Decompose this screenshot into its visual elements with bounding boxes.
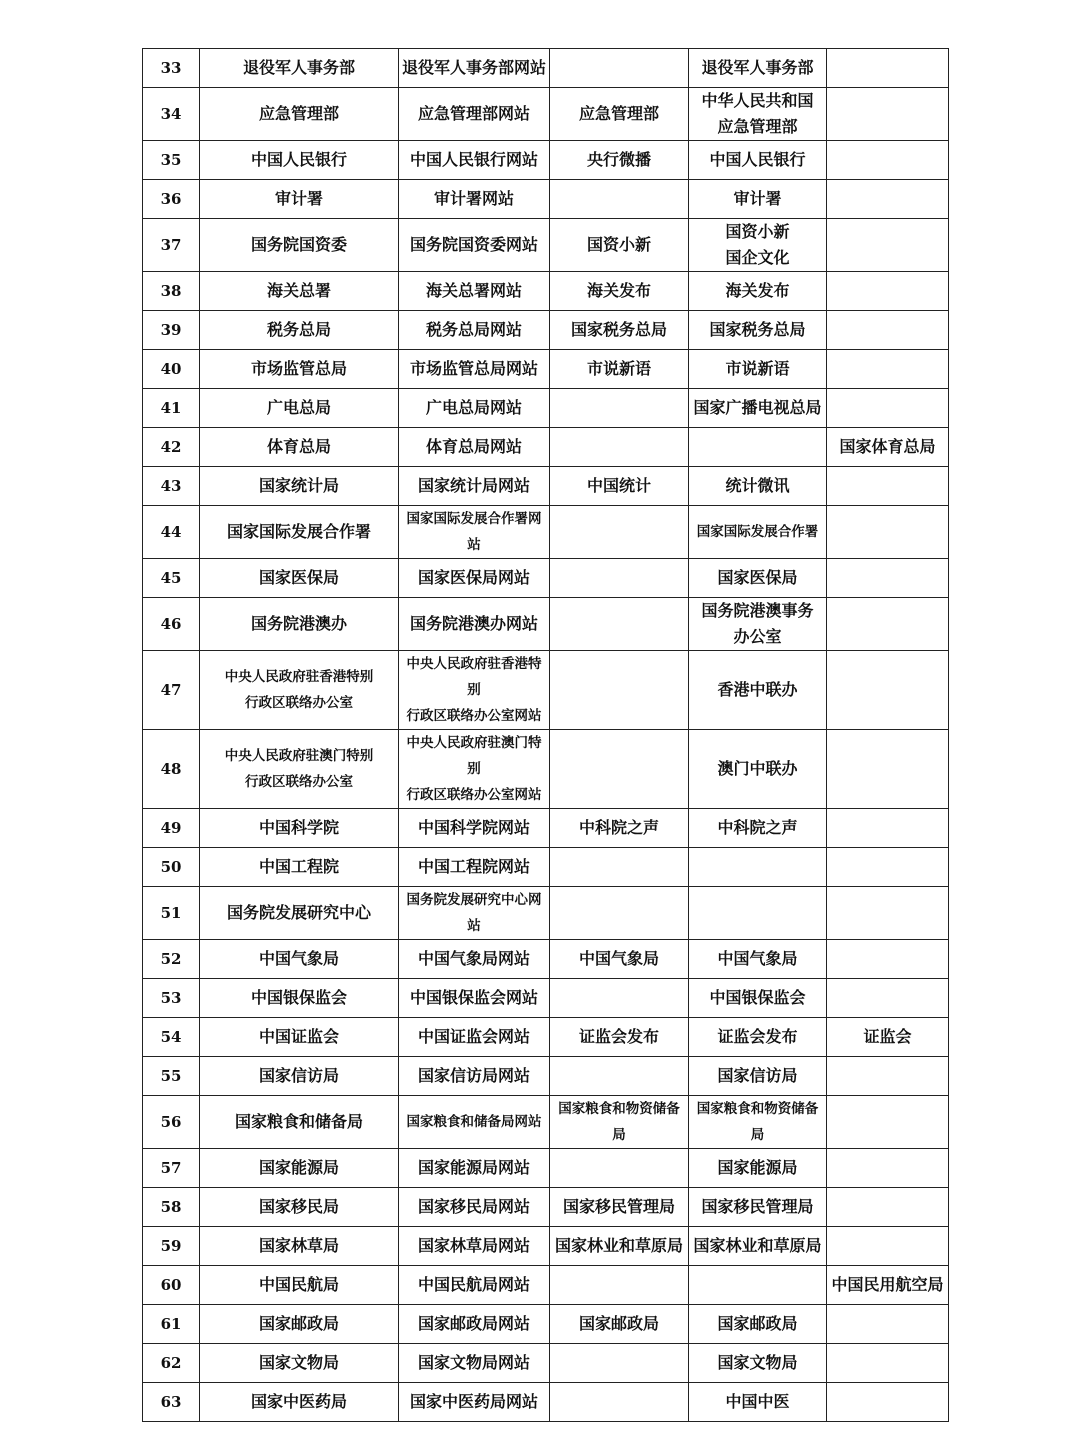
- agency-name-cell: 国务院港澳办: [200, 598, 399, 651]
- weibo-account-cell: [550, 49, 689, 88]
- agency-name-cell: 中国银保监会: [200, 979, 399, 1018]
- other-account-cell: [827, 180, 949, 219]
- row-number-cell: 38: [143, 272, 200, 311]
- agency-name-cell: 国家医保局: [200, 559, 399, 598]
- table-row: [143, 141, 949, 180]
- weibo-account-cell: 国家邮政局: [550, 1305, 689, 1344]
- wechat-account-cell: 国家能源局: [689, 1149, 827, 1188]
- agency-name-cell: 国家文物局: [200, 1344, 399, 1383]
- website-cell: 广电总局网站: [399, 389, 550, 428]
- wechat-account-cell: 国家粮食和物资储备局: [689, 1096, 827, 1149]
- other-account-cell: [827, 1149, 949, 1188]
- row-number-cell: 33: [143, 49, 200, 88]
- agency-name-cell: 市场监管总局: [200, 350, 399, 389]
- other-account-cell: [827, 598, 949, 651]
- other-account-cell: [827, 979, 949, 1018]
- row-number-cell: 41: [143, 389, 200, 428]
- table-row: [143, 506, 949, 559]
- row-number-cell: 59: [143, 1227, 200, 1266]
- wechat-account-cell: 中国中医: [689, 1383, 827, 1422]
- table-row: [143, 350, 949, 389]
- website-cell: 中央人民政府驻澳门特别 行政区联络办公室网站: [399, 730, 550, 809]
- other-account-cell: [827, 1383, 949, 1422]
- website-cell: 国家国际发展合作署网站: [399, 506, 550, 559]
- wechat-account-cell: 海关发布: [689, 272, 827, 311]
- agency-name-cell: 国家林草局: [200, 1227, 399, 1266]
- website-cell: 国务院发展研究中心网站: [399, 887, 550, 940]
- wechat-account-cell: [689, 1266, 827, 1305]
- row-number-cell: 48: [143, 730, 200, 809]
- website-cell: 国家医保局网站: [399, 559, 550, 598]
- weibo-account-cell: [550, 1344, 689, 1383]
- table-row: [143, 49, 949, 88]
- table-row: [143, 428, 949, 467]
- other-account-cell: [827, 651, 949, 730]
- table-row: [143, 809, 949, 848]
- row-number-cell: 57: [143, 1149, 200, 1188]
- website-cell: 国家文物局网站: [399, 1344, 550, 1383]
- wechat-account-cell: 国家林业和草原局: [689, 1227, 827, 1266]
- website-cell: 中国气象局网站: [399, 940, 550, 979]
- row-number-cell: 39: [143, 311, 200, 350]
- website-cell: 国务院国资委网站: [399, 219, 550, 272]
- table-row: [143, 1227, 949, 1266]
- agency-name-cell: 国家邮政局: [200, 1305, 399, 1344]
- table-row: [143, 1305, 949, 1344]
- row-number-cell: 61: [143, 1305, 200, 1344]
- website-cell: 市场监管总局网站: [399, 350, 550, 389]
- row-number-cell: 63: [143, 1383, 200, 1422]
- agency-name-cell: 中国气象局: [200, 940, 399, 979]
- other-account-cell: 证监会: [827, 1018, 949, 1057]
- row-number-cell: 56: [143, 1096, 200, 1149]
- table-row: [143, 598, 949, 651]
- agency-name-cell: 国家移民局: [200, 1188, 399, 1227]
- table-row: [143, 940, 949, 979]
- row-number-cell: 40: [143, 350, 200, 389]
- other-account-cell: [827, 350, 949, 389]
- agency-name-cell: 国家粮食和储备局: [200, 1096, 399, 1149]
- website-cell: 国家统计局网站: [399, 467, 550, 506]
- wechat-account-cell: 中国银保监会: [689, 979, 827, 1018]
- wechat-account-cell: 国家文物局: [689, 1344, 827, 1383]
- weibo-account-cell: [550, 848, 689, 887]
- other-account-cell: [827, 311, 949, 350]
- website-cell: 中国人民银行网站: [399, 141, 550, 180]
- weibo-account-cell: [550, 598, 689, 651]
- website-cell: 体育总局网站: [399, 428, 550, 467]
- wechat-account-cell: 统计微讯: [689, 467, 827, 506]
- other-account-cell: [827, 389, 949, 428]
- other-account-cell: [827, 272, 949, 311]
- website-cell: 国家能源局网站: [399, 1149, 550, 1188]
- table-row: [143, 88, 949, 141]
- website-cell: 中国证监会网站: [399, 1018, 550, 1057]
- wechat-account-cell: 审计署: [689, 180, 827, 219]
- wechat-account-cell: [689, 428, 827, 467]
- wechat-account-cell: 国家移民管理局: [689, 1188, 827, 1227]
- wechat-account-cell: 证监会发布: [689, 1018, 827, 1057]
- other-account-cell: [827, 1344, 949, 1383]
- agency-name-cell: 国家统计局: [200, 467, 399, 506]
- weibo-account-cell: [550, 428, 689, 467]
- other-account-cell: [827, 467, 949, 506]
- row-number-cell: 50: [143, 848, 200, 887]
- agency-name-cell: 中国证监会: [200, 1018, 399, 1057]
- table-row: [143, 730, 949, 809]
- agency-name-cell: 国家信访局: [200, 1057, 399, 1096]
- weibo-account-cell: [550, 1266, 689, 1305]
- weibo-account-cell: [550, 1057, 689, 1096]
- weibo-account-cell: 国家税务总局: [550, 311, 689, 350]
- weibo-account-cell: [550, 506, 689, 559]
- agency-name-cell: 国务院发展研究中心: [200, 887, 399, 940]
- wechat-account-cell: [689, 887, 827, 940]
- agency-name-cell: 国家国际发展合作署: [200, 506, 399, 559]
- document-table-container: [142, 48, 948, 1422]
- row-number-cell: 55: [143, 1057, 200, 1096]
- other-account-cell: 中国民用航空局: [827, 1266, 949, 1305]
- agency-accounts-table: [142, 48, 949, 1422]
- row-number-cell: 43: [143, 467, 200, 506]
- website-cell: 国务院港澳办网站: [399, 598, 550, 651]
- agency-name-cell: 税务总局: [200, 311, 399, 350]
- wechat-account-cell: 国家国际发展合作署: [689, 506, 827, 559]
- other-account-cell: [827, 887, 949, 940]
- row-number-cell: 54: [143, 1018, 200, 1057]
- website-cell: 中央人民政府驻香港特别 行政区联络办公室网站: [399, 651, 550, 730]
- row-number-cell: 44: [143, 506, 200, 559]
- agency-name-cell: 中国科学院: [200, 809, 399, 848]
- wechat-account-cell: 中华人民共和国 应急管理部: [689, 88, 827, 141]
- wechat-account-cell: 国务院港澳事务 办公室: [689, 598, 827, 651]
- website-cell: 中国工程院网站: [399, 848, 550, 887]
- other-account-cell: [827, 559, 949, 598]
- agency-name-cell: 国家中医药局: [200, 1383, 399, 1422]
- table-row: [143, 559, 949, 598]
- table-row: [143, 272, 949, 311]
- agency-name-cell: 海关总署: [200, 272, 399, 311]
- wechat-account-cell: 国家信访局: [689, 1057, 827, 1096]
- agency-name-cell: 审计署: [200, 180, 399, 219]
- wechat-account-cell: 中国气象局: [689, 940, 827, 979]
- weibo-account-cell: 中科院之声: [550, 809, 689, 848]
- row-number-cell: 34: [143, 88, 200, 141]
- weibo-account-cell: [550, 1383, 689, 1422]
- row-number-cell: 62: [143, 1344, 200, 1383]
- other-account-cell: [827, 1096, 949, 1149]
- other-account-cell: [827, 1305, 949, 1344]
- table-row: [143, 887, 949, 940]
- table-row: [143, 180, 949, 219]
- row-number-cell: 35: [143, 141, 200, 180]
- website-cell: 海关总署网站: [399, 272, 550, 311]
- table-row: [143, 311, 949, 350]
- agency-name-cell: 应急管理部: [200, 88, 399, 141]
- table-body: [143, 49, 949, 1422]
- row-number-cell: 45: [143, 559, 200, 598]
- weibo-account-cell: [550, 887, 689, 940]
- other-account-cell: [827, 1227, 949, 1266]
- table-row: [143, 1149, 949, 1188]
- other-account-cell: [827, 506, 949, 559]
- row-number-cell: 53: [143, 979, 200, 1018]
- wechat-account-cell: 国家邮政局: [689, 1305, 827, 1344]
- website-cell: 国家邮政局网站: [399, 1305, 550, 1344]
- website-cell: 审计署网站: [399, 180, 550, 219]
- table-row: [143, 467, 949, 506]
- table-row: [143, 1344, 949, 1383]
- other-account-cell: [827, 141, 949, 180]
- agency-name-cell: 中国人民银行: [200, 141, 399, 180]
- other-account-cell: [827, 1057, 949, 1096]
- weibo-account-cell: 国家粮食和物资储备局: [550, 1096, 689, 1149]
- table-row: [143, 389, 949, 428]
- website-cell: 中国银保监会网站: [399, 979, 550, 1018]
- row-number-cell: 46: [143, 598, 200, 651]
- table-row: [143, 1057, 949, 1096]
- other-account-cell: [827, 1188, 949, 1227]
- row-number-cell: 58: [143, 1188, 200, 1227]
- row-number-cell: 36: [143, 180, 200, 219]
- weibo-account-cell: 证监会发布: [550, 1018, 689, 1057]
- weibo-account-cell: 应急管理部: [550, 88, 689, 141]
- other-account-cell: [827, 219, 949, 272]
- agency-name-cell: 中央人民政府驻香港特别 行政区联络办公室: [200, 651, 399, 730]
- table-row: [143, 219, 949, 272]
- weibo-account-cell: 市说新语: [550, 350, 689, 389]
- other-account-cell: [827, 88, 949, 141]
- agency-name-cell: 中央人民政府驻澳门特别 行政区联络办公室: [200, 730, 399, 809]
- other-account-cell: 国家体育总局: [827, 428, 949, 467]
- table-row: [143, 1188, 949, 1227]
- table-row: [143, 1266, 949, 1305]
- weibo-account-cell: [550, 651, 689, 730]
- wechat-account-cell: 中科院之声: [689, 809, 827, 848]
- table-row: [143, 651, 949, 730]
- other-account-cell: [827, 848, 949, 887]
- agency-name-cell: 国务院国资委: [200, 219, 399, 272]
- weibo-account-cell: 国资小新: [550, 219, 689, 272]
- weibo-account-cell: 央行微播: [550, 141, 689, 180]
- weibo-account-cell: 中国统计: [550, 467, 689, 506]
- weibo-account-cell: 海关发布: [550, 272, 689, 311]
- wechat-account-cell: 退役军人事务部: [689, 49, 827, 88]
- agency-name-cell: 中国民航局: [200, 1266, 399, 1305]
- wechat-account-cell: 国资小新 国企文化: [689, 219, 827, 272]
- wechat-account-cell: 澳门中联办: [689, 730, 827, 809]
- website-cell: 国家移民局网站: [399, 1188, 550, 1227]
- wechat-account-cell: [689, 848, 827, 887]
- website-cell: 国家粮食和储备局网站: [399, 1096, 550, 1149]
- other-account-cell: [827, 730, 949, 809]
- weibo-account-cell: [550, 1149, 689, 1188]
- weibo-account-cell: [550, 180, 689, 219]
- other-account-cell: [827, 940, 949, 979]
- website-cell: 国家中医药局网站: [399, 1383, 550, 1422]
- weibo-account-cell: [550, 389, 689, 428]
- wechat-account-cell: 中国人民银行: [689, 141, 827, 180]
- website-cell: 国家林草局网站: [399, 1227, 550, 1266]
- agency-name-cell: 国家能源局: [200, 1149, 399, 1188]
- wechat-account-cell: 国家广播电视总局: [689, 389, 827, 428]
- weibo-account-cell: [550, 979, 689, 1018]
- table-row: [143, 979, 949, 1018]
- other-account-cell: [827, 809, 949, 848]
- row-number-cell: 51: [143, 887, 200, 940]
- wechat-account-cell: 香港中联办: [689, 651, 827, 730]
- weibo-account-cell: 国家林业和草原局: [550, 1227, 689, 1266]
- website-cell: 中国科学院网站: [399, 809, 550, 848]
- other-account-cell: [827, 49, 949, 88]
- table-row: [143, 848, 949, 887]
- row-number-cell: 47: [143, 651, 200, 730]
- website-cell: 退役军人事务部网站: [399, 49, 550, 88]
- website-cell: 国家信访局网站: [399, 1057, 550, 1096]
- row-number-cell: 60: [143, 1266, 200, 1305]
- table-row: [143, 1096, 949, 1149]
- row-number-cell: 42: [143, 428, 200, 467]
- row-number-cell: 37: [143, 219, 200, 272]
- agency-name-cell: 广电总局: [200, 389, 399, 428]
- row-number-cell: 49: [143, 809, 200, 848]
- wechat-account-cell: 市说新语: [689, 350, 827, 389]
- weibo-account-cell: 国家移民管理局: [550, 1188, 689, 1227]
- agency-name-cell: 退役军人事务部: [200, 49, 399, 88]
- website-cell: 应急管理部网站: [399, 88, 550, 141]
- website-cell: 中国民航局网站: [399, 1266, 550, 1305]
- wechat-account-cell: 国家医保局: [689, 559, 827, 598]
- weibo-account-cell: 中国气象局: [550, 940, 689, 979]
- agency-name-cell: 体育总局: [200, 428, 399, 467]
- wechat-account-cell: 国家税务总局: [689, 311, 827, 350]
- agency-name-cell: 中国工程院: [200, 848, 399, 887]
- weibo-account-cell: [550, 559, 689, 598]
- website-cell: 税务总局网站: [399, 311, 550, 350]
- table-row: [143, 1018, 949, 1057]
- weibo-account-cell: [550, 730, 689, 809]
- row-number-cell: 52: [143, 940, 200, 979]
- table-row: [143, 1383, 949, 1422]
